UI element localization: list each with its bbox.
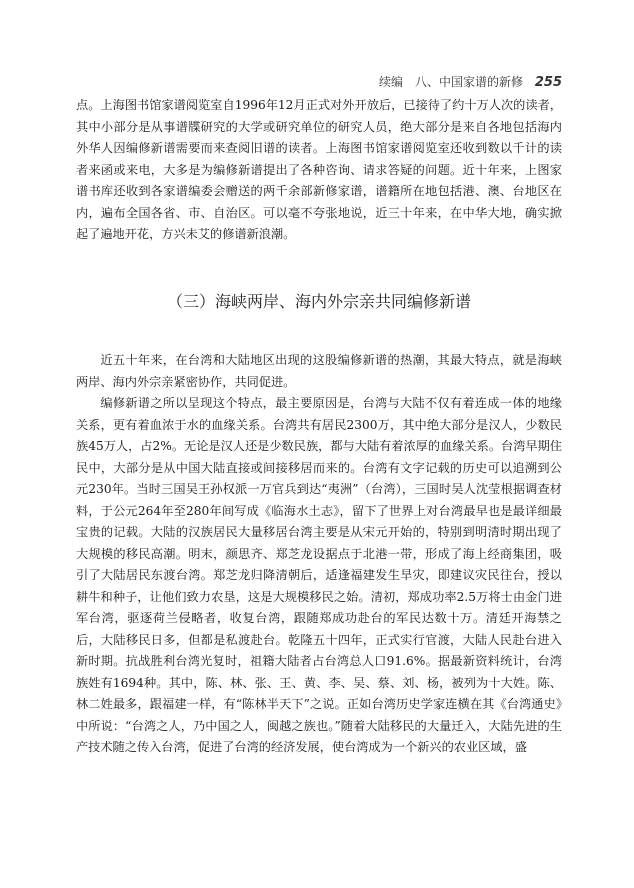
body-paragraph-2: 编修新谱之所以呈现这个特点，最主要原因是，台湾与大陆不仅有着连成一体的地缘关系，更有着血浓于水的血缘关系。台湾共有居民2300万，其中绝大部分是汉人，少数民族45万人，占2%。无论是汉人还是少数民族，都与大陆有着浓厚的血缘关系。台湾早期住民中，大部分是从中国大陆直接或间接移居而来的。台湾有文字记载的历史可以追溯到公元230年。当时三国吴王孙权派一万官兵到达“夷洲”（台湾），三国时吴人沈莹根据调查材料，于公元264年至280年间写成《临海水土志》，留下了世界上对台湾最早也是最详细最宝贵的记载。大陆的汉族居民大量移居台湾主要是从宋元开始的，特别到明清时期出现了大规模的移民高潮。明末，颜思齐、郑芝龙设据点于北港一带，形成了海上经商集团，吸引了大陆居民东渡台湾。郑芝龙归降清朝后，适逢福建发生旱灾，即建议灾民往台，授以耕牛和种子，让他们致力农垦，这是大规模移民之始。清初，郑成功率2.5万将士由金门进军台湾，驱逐荷兰侵略者，收复台湾，跟随郑成功赴台的军民达数十万。清廷开海禁之后，大陆移民日多，但都是私渡赴台。乾隆五十四年，正式实行官渡，大陆人民赴台进入新时期。抗战胜利台湾光复时，祖籍大陆者占台湾总人口91.6%。据最新资料统计，台湾族姓有1694种。其中，陈、林、张、王、黄、李、吴、蔡、刘、杨，被列为十大姓。陈、林二姓最多，跟福建一样，有“陈林半天下”之说。正如台湾历史学家连横在其《台湾通史》中所说：“台湾之人，乃中国之人，闽越之族也。”随着大陆移民的大量迁入，大陆先进的生产技术随之传入台湾，促进了台湾的经济发展，使台湾成为一个新兴的农业区域，盛 — [76, 396, 562, 754]
section-text-block — [76, 350, 562, 759]
running-header — [379, 74, 562, 91]
page-number: 255 — [534, 75, 562, 90]
body-paragraph-1: 近五十年来，在台湾和大陆地区出现的这股编修新谱的热潮，其最大特点，就是海峡两岸、海内外宗亲紧密协作，共同促进。 — [76, 353, 562, 389]
running-header-section: 续编 八、中国家谱的新修 — [379, 75, 524, 89]
intro-paragraph: 点。上海图书馆家谱阅览室自1996年12月正式对外开放后，已接待了约十万人次的读者，其中小部分是从事谱牒研究的大学或研究单位的研究人员，绝大部分是来自各地包括海内外华人因编修新谱需要而来查阅旧谱的读者。上海图书馆家谱阅览室还收到数以千计的读者来函或来电，大多是为编修新谱提出了各种咨询、请求答疑的问题。近十年来，上图家谱书库还收到各家谱编委会赠送的两千余部新修家谱，谱籍所在地包括港、澳、台地区在内，遍布全国各省、市、自治区。可以毫不夸张地说，近三十年来，在中华大地，确实掀起了遍地开花，方兴未艾的修谱新浪潮。 — [76, 98, 562, 241]
intro-text-block — [76, 95, 562, 246]
section-heading: （三）海峡两岸、海内外宗亲共同编修新谱 — [166, 292, 471, 311]
